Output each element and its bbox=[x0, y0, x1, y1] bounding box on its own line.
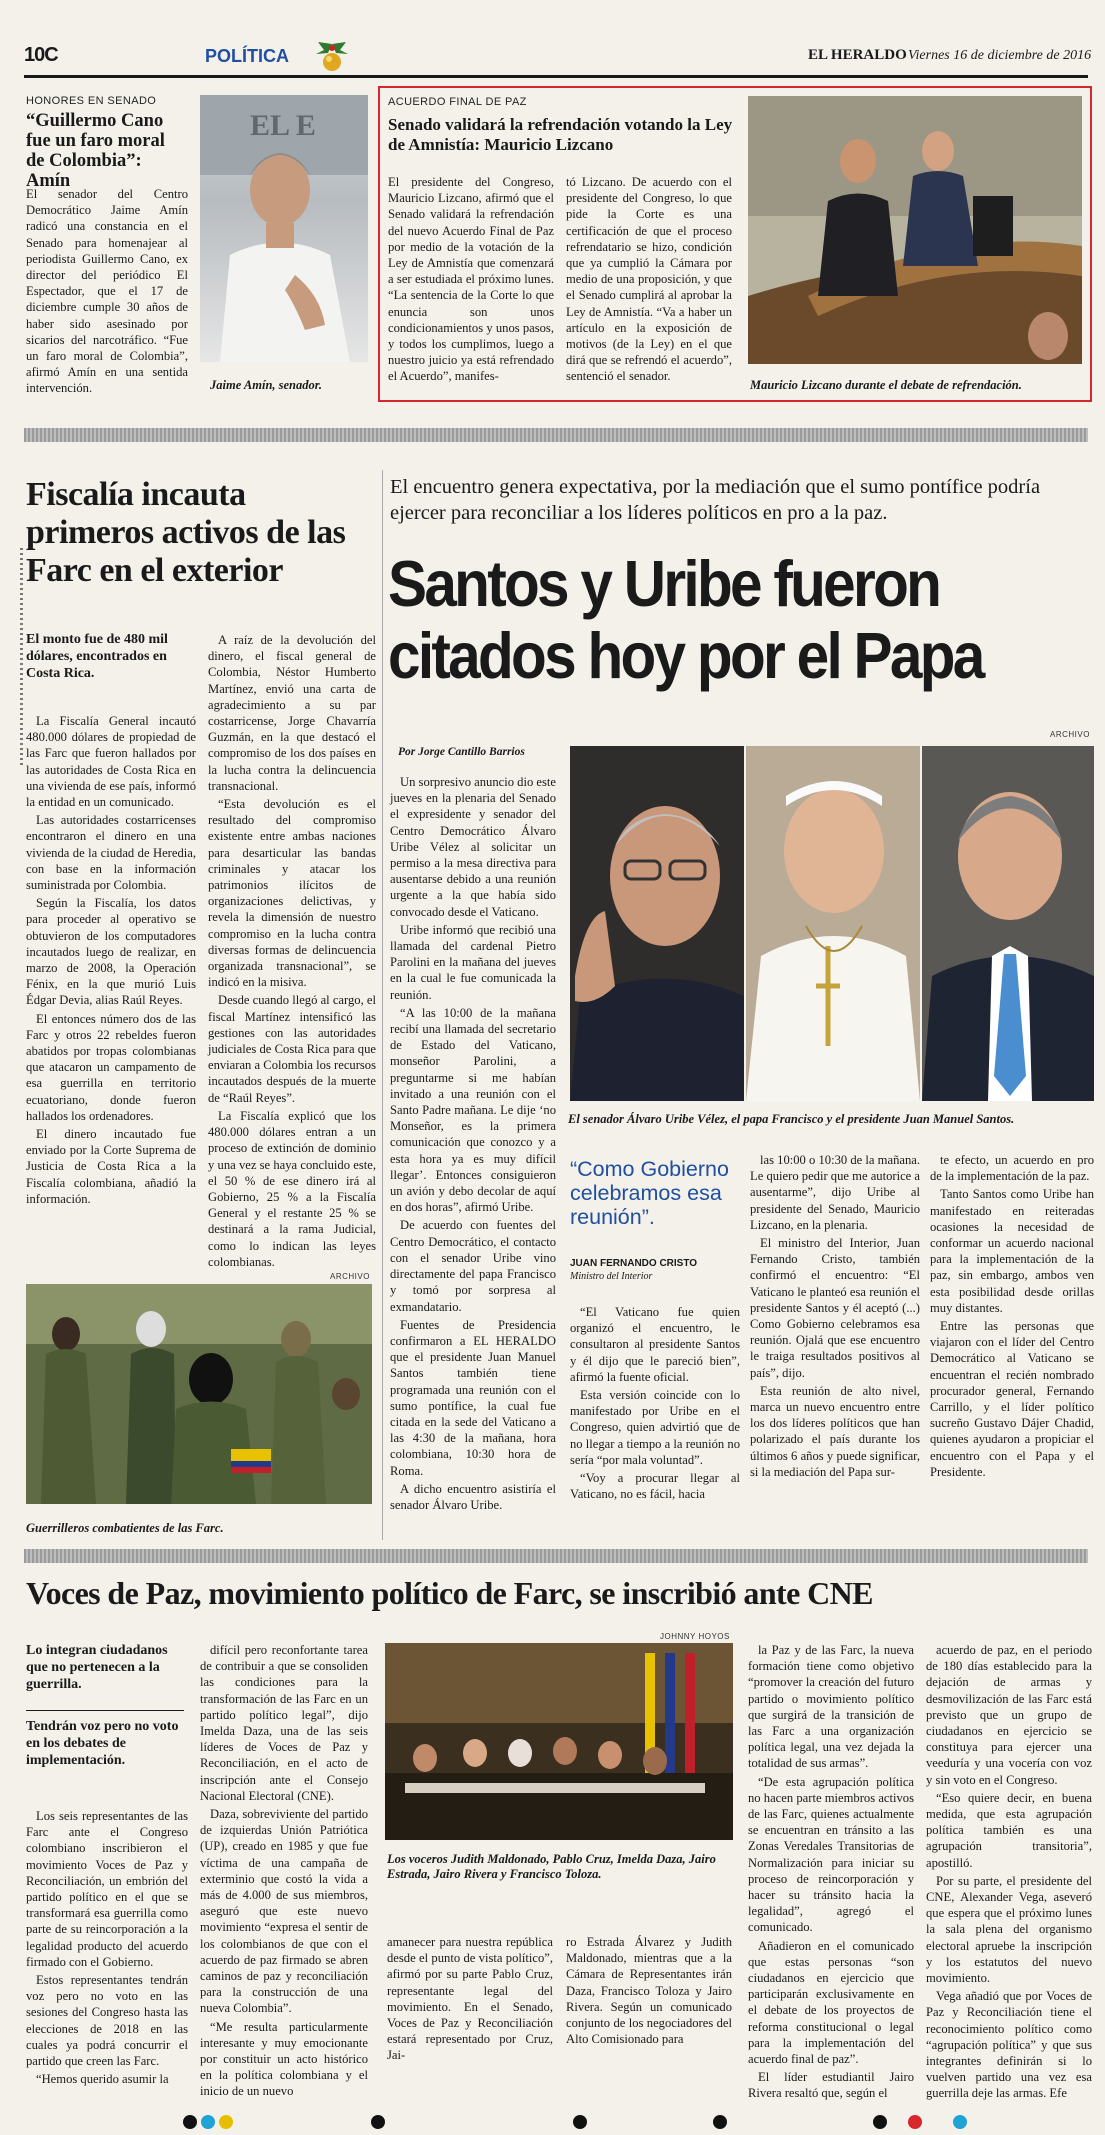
voces-col4-p: la Paz y de las Farc, la nueva formación tiene como objetivo “promover la creación del futuro partido o movimiento político que surgirá de la transición de las Farc a una organización política legal, una vez dejada la totalidad de sus armas”. bbox=[748, 1643, 914, 1771]
papa-deck: El encuentro genera expectativa, por la mediación que el sumo pontífice podría ejercer para reconciliar a los líderes políticos en pro a la paz. bbox=[390, 476, 1041, 524]
papa-caption: El senador Álvaro Uribe Vélez, el papa Francisco y el presidente Juan Manuel Santos. bbox=[568, 1112, 1015, 1126]
voces-caption: Los voceros Judith Maldonado, Pablo Cruz, Imelda Daza, Jairo Estrada, Jairo Rivera y Francisco Toloza. bbox=[387, 1852, 716, 1881]
papa-photo-credit: ARCHIVO bbox=[1050, 730, 1090, 739]
lizcano-col2: tó Lizcano. De acuerdo con el presidente del Congreso, lo que pide la Corte es una certificación de que el proceso refrendatario se hizo, condición que ya cumplió la Cámara por medio de una proposición, y que el Senado cumplirá al aprobar la Ley de Amnistía. “Va a haber un artículo en la exposición de motivos (de la Ley) en el que dirá que se refrendó el acuerdo”, sentenció el senador. bbox=[566, 175, 732, 384]
papa-headline: Santos y Uribe fueron citados hoy por el Papa bbox=[388, 547, 983, 692]
santos-photo bbox=[922, 746, 1094, 1101]
voces-col2 bbox=[200, 1642, 368, 2102]
voces-col5-p: “Eso quiere decir, en buena medida, que esta agrupación política también es una agrupación transitoria”, apostilló. bbox=[926, 1790, 1092, 1870]
papa-quote: “Como Gobierno celebramos esa reunión”. bbox=[570, 1157, 729, 1229]
fiscalia-col2-p: La Fiscalía explicó que los 480.000 dólares entran a un proceso de extinción de dominio y una vez se haya concluido este, el 50 % de ese dinero irá al Gobierno, 25 % a la Fiscalía General y el restante 25 % se destinará a la rama Judicial, como lo indican las leyes colombianas. bbox=[208, 1108, 376, 1269]
voces-col1-p: Estos representantes tendrán voz pero no voto en las sesiones del Congreso hasta las elecciones de 2018 en las cuales ya podrá concurrir el partido que creen las Farc. bbox=[26, 1973, 188, 2069]
papa-quote-role: Ministro del Interior bbox=[570, 1271, 653, 1282]
fiscalia-col1-p: Las autoridades costarricenses encontraron el dinero en una vivienda de la ciudad de Heredia, con base en la información suministrada por Colombia. bbox=[26, 813, 196, 893]
lizcano-photo bbox=[748, 96, 1082, 364]
page-number: 10C bbox=[24, 44, 58, 66]
papa-col1-p: Fuentes de Presidencia confirmaron a EL HERALDO que el presidente Juan Manuel Santos también tiene programada una reunión con el sumo pontífice, la cual fue citada en la sede del Vaticano a las 4:30 de la mañana, hora colombiana, 10:30 hora de Roma. bbox=[390, 1317, 556, 1478]
papa-col2-p: “Voy a procurar llegar al Vaticano, no es fácil, hacia bbox=[570, 1471, 740, 1502]
lizcano-caption: Mauricio Lizcano durante el debate de refrendación. bbox=[750, 378, 1022, 392]
voces-col3b: ro Estrada Álvarez y Judith Maldonado, mientras que a la Cámara de Representantes irán Daza, Francisco Toloza y Jairo Rivera. Según un comunicado conjunto de los negociadores del Alto Comisionado para bbox=[566, 1935, 732, 2047]
section-name: POLÍTICA bbox=[205, 46, 289, 66]
papa-quote-author: JUAN FERNANDO CRISTO bbox=[570, 1258, 698, 1269]
papa-col4-p: Entre las personas que viajaron con el líder del Centro Democrático al Vaticano se encuentran el recién nombrado procurador general, Fernando Carrillo, y el líder político sucreño Gustavo Dájer Chadid, quienes ayudaron a propiciar el encuentro con el Papa y el Presidente. bbox=[930, 1319, 1094, 1479]
voces-col1-p: “Hemos querido asumir la bbox=[36, 2072, 169, 2087]
voces-col1-p: Los seis representantes de las Farc ante el Congreso colombiano inscribieron el movimiento Voces de Paz y Reconciliación, un embrión del partido político en el que se transformará esa guerrilla como parte de su reincorporación a la legalidad producto del acuerdo firmado con el Gobierno. bbox=[26, 1809, 188, 1969]
amin-caption: Jaime Amín, senador. bbox=[210, 378, 323, 392]
fiscalia-lead: El monto fue de 480 mil dólares, encontrados en Costa Rica. bbox=[26, 632, 168, 681]
fiscalia-caption: Guerrilleros combatientes de las Farc. bbox=[26, 1521, 224, 1535]
fiscalia-col2-p: A raíz de la devolución del dinero, el fiscal general de Colombia, Néstor Humberto Martínez, envió una carta de agradecimiento a su par costarricense, Jorge Chavarría Guzmán, en la que destacó el compromiso de los dos países en la lucha contra la delincuencia transnacional. bbox=[208, 633, 376, 793]
papa-col3-p: El ministro del Interior, Juan Fernando Cristo, también confirmó el encuentro: “El Vaticano le planteó esa reunión el presidente Santos y él aceptó (...) Como Gobierno celebramos esa reunión. Ojalá que ese encuentro le traiga resultados positivos al país”, dijo. bbox=[750, 1236, 920, 1380]
papa-col3 bbox=[750, 1152, 920, 1482]
papa-byline: Por Jorge Cantillo Barrios bbox=[398, 746, 525, 758]
voces-col4-p: El líder estudiantil Jairo Rivera resaltó que, según el bbox=[748, 2070, 914, 2101]
voces-col2-p: difícil pero reconfortante tarea de contribuir a que se consoliden las condiciones para la transformación de las Farc en un partido político legal”, dijo Imelda Daza, una de las seis líderes de Voces de Paz y Reconciliación, en el acto de inscripción ante el Consejo Nacional Electoral (CNE). bbox=[200, 1643, 368, 1803]
papa-col1-p: “A las 10:00 de la mañana recibí una llamada del secretario de Estado del Vaticano, monseñor Parolini, a preguntarme si me habían invitado a una reunión con el Santo Padre mañana. Le dije ‘no Monseñor, es la primera comunicación que conozco y a esta hora ya es muy difícil llegar’. Entonces consiguieron un avión y debo decolar de aquí en dos horas”, afirmó Uribe. bbox=[390, 1005, 556, 1215]
lizcano-col1: El presidente del Congreso, Mauricio Lizcano, afirmó que el Senado validará la refrendación del nuevo Acuerdo Final de Paz por medio de la votación de la Ley de Amnistía que comenzará a ser estudiada el próximo lunes. “La sentencia de la Corte lo que enuncia son unos condicionamientos y unos pasos, y todos los cumplimos, luego a nuestro juicio ya está refrendado el Acuerdo”, manifes- bbox=[388, 175, 554, 384]
papa-col1 bbox=[390, 774, 556, 1515]
voces-col4-p: “De esta agrupación política no hacen parte miembros activos de las Farc, quienes actualmente se encuentran en tránsito a las Zonas Veredales Transitorias de Normalización para iniciar su proceso de reincorporación y hacer su tránsito hacia la legalidad”, agregó el comunicado. bbox=[748, 1774, 914, 1935]
voces-lead-rule bbox=[26, 1710, 184, 1711]
voces-headline: Voces de Paz, movimiento político de Farc, se inscribió ante CNE bbox=[26, 1575, 873, 1611]
fiscalia-col2-p: “Esta devolución es el resultado del compromiso existente entre ambas naciones para desarticular las bandas criminales y atacar los patrimonios ilícitos de organizaciones delictivas, y revela la dimensión de nuestro compromiso en la lucha contra diversas formas de delincuencia organizada transnacional”, se indicó en la misiva. bbox=[208, 797, 376, 990]
voces-photo bbox=[385, 1643, 733, 1840]
fiscalia-col1-p: La Fiscalía General incautó 480.000 dólares de propiedad de las Farc que fueron hallados por las autoridades de Costa Rica en una vivienda de ese país, informó la entidad en un comunicado. bbox=[26, 714, 196, 810]
fiscalia-col2 bbox=[208, 632, 376, 1272]
amin-headline: “Guillermo Cano fue un faro moral de Colombia”: Amín bbox=[26, 111, 165, 191]
amin-body: El senador del Centro Democrático Jaime Amín radicó una constancia en el Senado para homenajear al periodista Guillermo Cano, ex director del periódico El Espectador, que el 17 de diciembre cumple 30 años de haber sido asesinado por sicarios del narcotráfico. “Fue un faro moral de Colombia”, afirmó Amín en una sentida intervención. bbox=[26, 187, 188, 396]
lizcano-kicker: ACUERDO FINAL DE PAZ bbox=[388, 96, 527, 108]
papa-col3-p: Esta reunión de alto nivel, marca un nuevo encuentro entre los dos líderes políticos que han polarizado el país durante los últimos 6 años y puede significar, si la mediación del Papa sur- bbox=[750, 1383, 920, 1479]
voces-lead2: Tendrán voz pero no voto en los debates de implementación. bbox=[26, 1719, 179, 1768]
section-divider-band bbox=[24, 1549, 1088, 1563]
papa-col2-p: Esta versión coincide con lo manifestado por Uribe en el Congreso, quien advirtió que de no llegar a tiempo a la reunión no sería “por mala voluntad”. bbox=[570, 1388, 740, 1467]
papa-col4-p: Tanto Santos como Uribe han manifestado en reiteradas ocasiones la necesidad de conformar un acuerdo nacional para la implementación de la paz, sin embargo, ambos ven esta posibilidad desde orillas muy distantes. bbox=[930, 1187, 1094, 1315]
papa-col2-p: “El Vaticano fue quien organizó el encuentro, le consultaron al presidente Santos y él dijo que le pareció bien”, afirmó la fuente oficial. bbox=[570, 1305, 740, 1384]
svg-text:EL E: EL E bbox=[250, 109, 316, 142]
papa-col1-p: De acuerdo con fuentes del Centro Democrático, el contacto con el senador Uribe vino directamente del papa Francisco y tomó por sorpresa al exmandatario. bbox=[390, 1218, 556, 1314]
newspaper-name: EL HERALDO bbox=[808, 47, 907, 63]
voces-col5-p: Por su parte, el presidente del CNE, Alexander Vega, aseveró que espera que el próximo lunes la sala plena del organismo electoral apruebe la inscripción y los estatutos del nuevo movimiento. bbox=[926, 1873, 1092, 1986]
voces-col5-p: Vega añadió que por Voces de Paz y Reconciliación tiene el reconocimiento político como “agrupación política” y que sus integrantes definirán si lo vuelven partido una vez esa guerrilla deje las armas. Efe bbox=[926, 1989, 1092, 2101]
voces-col5-p: acuerdo de paz, en el periodo de 180 días establecido para la dejación de armas y desmovilización de las Farc está previsto que un grupo de ciudadanos en ejercicio se constituya para ejercer una veeduría y una vocería con voz y sin voto en el Congreso. bbox=[926, 1643, 1092, 1787]
amin-photo bbox=[200, 95, 368, 362]
papa-col3-p: las 10:00 o 10:30 de la mañana. Le quiero pedir que me autorice a ausentarme”, dijo Uribe al presidente del Senado, Mauricio Lizcano, en la plenaria. bbox=[750, 1153, 920, 1232]
fiscalia-headline: Fiscalía incauta primeros activos de las Farc en el exterior bbox=[26, 476, 346, 589]
voces-col2-p: “Me resulta particularmente interesante y muy emocionante por constituir un acto histórico en la política colombiana y el inicio de un nuevo bbox=[200, 2019, 368, 2099]
papa-col4-p: te efecto, un acuerdo en pro de la implementación de la paz. bbox=[930, 1153, 1094, 1184]
voces-col3a: amanecer para nuestra república desde el punto de vista político”, afirmó por su parte Pablo Cruz, representante legal del movimiento. En el Senado, Voces de Paz y Reconciliación estará representado por Cruz, Jai- bbox=[387, 1935, 553, 2063]
papa-col1-p: Uribe informó que recibió una llamada del cardenal Pietro Parolini en la mañana del jueves en la cual le fue comunicada la reunión. bbox=[390, 922, 556, 1002]
lizcano-headline: Senado validará la refrendación votando la Ley de Amnistía: Mauricio Lizcano bbox=[388, 115, 733, 154]
header-rule bbox=[24, 75, 1088, 78]
farc-photo bbox=[26, 1284, 372, 1504]
fiscalia-col1 bbox=[26, 713, 196, 1209]
fiscalia-col1-p: Según la Fiscalía, los datos para proceder al operativo se obtuvieron de los computadores incautados luego de realizar, en marzo de 2008, la Operación Fénix, en la que murió Luis Édgar Devia, alias Raúl Reyes. bbox=[26, 896, 196, 1008]
fiscalia-col2-p: Desde cuando llegó al cargo, el fiscal Martínez intensificó las gestiones con las autoridades judiciales de Costa Rica para que enviaran a Colombia los recursos incautados después de la muerte de “Raúl Reyes”. bbox=[208, 993, 376, 1105]
issue-date: Viernes 16 de diciembre de 2016 bbox=[908, 48, 1092, 63]
papa-col2 bbox=[570, 1304, 740, 1504]
voces-col1 bbox=[26, 1808, 188, 2089]
voces-col4 bbox=[748, 1642, 914, 2104]
voces-lead1: Lo integran ciudadanos que no pertenecen a la guerrilla. bbox=[26, 1643, 168, 1692]
column-divider bbox=[382, 470, 383, 1540]
papa-col1-p: A dicho encuentro asistiría el senador Álvaro Uribe. bbox=[390, 1481, 556, 1512]
papa-col4 bbox=[930, 1152, 1094, 1482]
amin-kicker: HONORES EN SENADO bbox=[26, 95, 157, 107]
registration-marks bbox=[0, 2112, 1105, 2131]
voces-col5 bbox=[926, 1642, 1092, 2104]
fiscalia-col1-p: El entonces número dos de las Farc y otros 22 rebeldes fueron abatidos por tropas colombianas que atacaron un campamento de esa guerrilla en territorio ecuatoriano, donde fueron hallados los ordenadores. bbox=[26, 1011, 196, 1123]
pope-photo bbox=[746, 746, 920, 1101]
voces-col4-p: Añadieron en el comunicado que estas personas “son ciudadanos en ejercicio que participarán exclusivamente en el debate de los proyectos de reforma constitucional o legal para la implementación del acuerdo final de paz”. bbox=[748, 1938, 914, 2067]
uribe-photo bbox=[570, 746, 744, 1101]
fiscalia-photo-credit: ARCHIVO bbox=[330, 1272, 370, 1281]
voces-photo-credit: JOHNNY HOYOS bbox=[660, 1632, 730, 1641]
fiscalia-dot-rule bbox=[20, 548, 23, 768]
section-divider-band bbox=[24, 428, 1088, 442]
christmas-ornament-icon bbox=[312, 36, 352, 76]
papa-col1-p: Un sorpresivo anuncio dio este jueves en la plenaria del Senado el expresidente y senador del Centro Democrático Álvaro Uribe Vélez al solicitar un permiso a la mesa directiva para ausentarse debido a una reunión urgente a la que había sido convocado desde el Vaticano. bbox=[390, 775, 556, 919]
voces-col2-p: Daza, sobreviviente del partido de izquierdas Unión Patriótica (UP), creado en 1985 y que fue víctima de una campaña de exterminio que costó la vida a más de 4.000 de sus miembros, aseguró que este nuevo movimiento “expresa el sentir de los colombianos de que con el acuerdo de paz firmado se abren caminos de paz y reconciliación para la construcción de una nueva Colombia”. bbox=[200, 1807, 368, 2016]
fiscalia-col1-p: El dinero incautado fue enviado por la Corte Suprema de Justicia de Costa Rica a la Fiscalía colombiana, añadió la información. bbox=[26, 1127, 196, 1206]
